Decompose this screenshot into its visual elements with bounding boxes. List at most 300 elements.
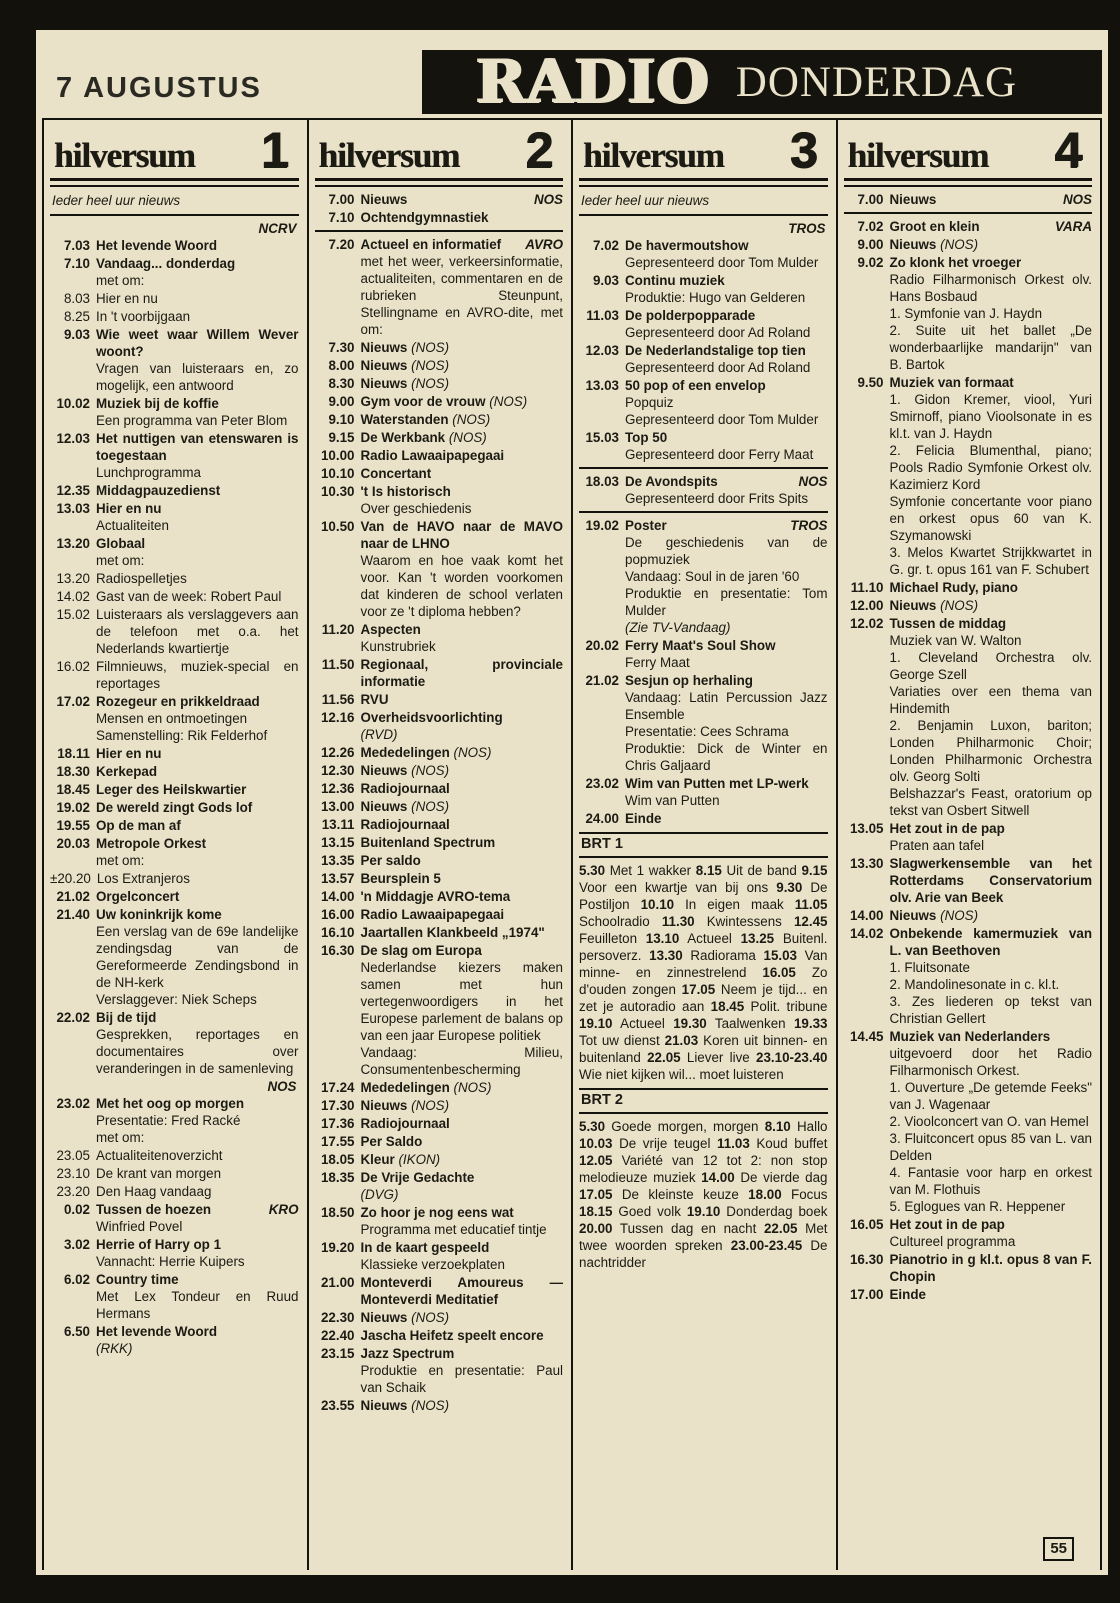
program-detail: Praten aan tafel (889, 838, 985, 853)
program-entry (315, 1397, 564, 1414)
program-time: 8.10 (764, 1119, 791, 1134)
program-body (625, 775, 828, 809)
program-time: 12.35 (56, 483, 90, 498)
program-time: 23.00-23.45 (730, 1238, 803, 1253)
program-detail: 3. Zes liederen op tekst van Christian Gellert (889, 994, 1092, 1026)
program-time: 16.30 (849, 1252, 884, 1267)
program-title: De wereld zingt Gods lof (96, 800, 253, 815)
program-title: Nieuws (360, 763, 408, 778)
program-time: 17.36 (320, 1116, 355, 1131)
program-network-suffix: (NOS) (449, 745, 492, 760)
program-time: 9.50 (857, 375, 884, 390)
program-title: Onbekende kamermuziek van L. van Beethoven (889, 926, 1092, 958)
program-body (361, 1345, 564, 1396)
program-detail: Gepresenteerd door Ad Roland (625, 325, 811, 340)
program-entry (579, 517, 828, 636)
program-entry (315, 621, 564, 655)
program-title: Radiojournaal (360, 1116, 450, 1131)
program-title: Jazz Spectrum (360, 1346, 455, 1361)
program-entry (844, 254, 1093, 373)
program-entry (844, 1028, 1093, 1215)
program-network-suffix: (NOS) (936, 908, 979, 923)
program-entry (315, 447, 564, 464)
program-title: Globaal (96, 536, 146, 551)
program-time: 13.03 (585, 378, 619, 393)
station-number: 3 (789, 122, 818, 178)
program-detail: Gepresenteerd door Tom Mulder (625, 412, 819, 427)
program-entry (50, 781, 299, 798)
program-detail: Belshazzar's Feast, oratorium op tekst van Osbert Sitwell (889, 786, 1092, 818)
program-time: 18.50 (320, 1205, 355, 1220)
program-time: ±20.20 (50, 871, 91, 886)
program-entry (315, 339, 564, 356)
program-title: Actueel en informatief (360, 237, 502, 252)
program-body (625, 473, 828, 507)
program-time: 3.02 (63, 1237, 90, 1252)
program-body (625, 342, 828, 376)
program-title: Nieuws (360, 376, 408, 391)
program-body (361, 691, 564, 708)
program-entry (315, 924, 564, 941)
program-title: Nieuws (360, 1398, 408, 1413)
program-title: De Werkbank (360, 430, 446, 445)
program-time: 19.55 (56, 818, 90, 833)
broadcaster-tag: TROS (790, 518, 828, 533)
program-time: 14.00 (701, 1170, 735, 1185)
program-time: 14.00 (849, 908, 884, 923)
program-detail: Klassieke verzoekplaten (360, 1257, 505, 1272)
program-entry (315, 888, 564, 905)
program-title: Einde (625, 811, 662, 826)
program-body (361, 709, 564, 743)
program-time: 15.03 (763, 948, 798, 963)
program-entry (50, 326, 299, 394)
program-body (96, 835, 299, 869)
program-time: 6.02 (63, 1272, 90, 1287)
station-number: 2 (525, 122, 553, 178)
program-time: 18.05 (320, 1152, 355, 1167)
program-entry (50, 430, 299, 481)
program-detail: (RVD) (360, 727, 398, 742)
program-detail: Gepresenteerd door Ad Roland (625, 360, 811, 375)
program-body (625, 307, 828, 341)
program-title: Luisteraars als verslaggevers aan de telefoon met o.a. het Nederlands kwartiertje (96, 607, 299, 656)
program-detail: Kunstrubriek (360, 639, 436, 654)
program-time: 14.45 (849, 1029, 884, 1044)
program-detail: 2. Benjamin Luxon, bariton; Londen Philharmonic Choir; Londen Philharmonic Orchestra olv. Georg Solti (889, 718, 1092, 784)
program-time: 13.35 (320, 853, 355, 868)
program-title: Kleur (360, 1152, 395, 1167)
program-title: Muziek van formaat (889, 375, 1014, 390)
program-title: Regionaal, provinciale informatie (360, 657, 563, 689)
program-body (361, 798, 564, 815)
program-body (96, 1147, 299, 1164)
program-body (361, 1151, 564, 1168)
program-entry (315, 1345, 564, 1396)
program-title: Beursplein 5 (360, 871, 441, 886)
program-body (361, 744, 564, 761)
program-time: 10.50 (320, 519, 355, 534)
station-number: 1 (260, 122, 289, 178)
program-title: Van de HAVO naar de MAVO naar de LHNO (360, 519, 563, 551)
program-entry (844, 218, 1093, 235)
program-detail: Cultureel programma (889, 1234, 1016, 1249)
program-entry (315, 1097, 564, 1114)
program-time: 5.30 (579, 1119, 606, 1134)
program-body (890, 1028, 1093, 1215)
program-entry (50, 1201, 299, 1235)
broadcaster-tag: NOS (798, 474, 828, 489)
program-detail: Gesprekken, reportages en documentaires over veranderingen in de samenleving (96, 1027, 299, 1076)
program-entry (579, 307, 828, 341)
program-time: 13.03 (56, 501, 90, 516)
program-time: 23.55 (320, 1398, 355, 1413)
program-body (890, 615, 1093, 819)
program-title: De polderpopparade (625, 308, 756, 323)
program-body (890, 1286, 1093, 1303)
program-time: 13.30 (849, 856, 884, 871)
program-entry (579, 473, 828, 507)
program-body (96, 1323, 299, 1357)
program-title: Muziek van Nederlanders (889, 1029, 1051, 1044)
program-time: 13.20 (56, 536, 90, 551)
program-title: Kerkepad (96, 764, 158, 779)
program-title: Radio Lawaaipapegaai (360, 448, 505, 463)
program-body (361, 1397, 564, 1414)
program-body (890, 1216, 1093, 1250)
program-entry (50, 237, 299, 254)
program-time: 19.33 (793, 1016, 828, 1031)
header-double-rule (315, 178, 564, 187)
program-time: 21.00 (320, 1275, 355, 1290)
program-body (361, 339, 564, 356)
program-title: Einde (889, 1287, 926, 1302)
program-time: 22.30 (320, 1310, 355, 1325)
program-title: Zo hoor je nog eens wat (360, 1205, 514, 1220)
program-time: 11.30 (661, 914, 695, 929)
program-time: 18.00 (748, 1187, 782, 1202)
program-detail: 1. Fluitsonate (889, 960, 970, 975)
day-label: DONDERDAG (735, 58, 1018, 106)
program-title: De Nederlandstalige top tien (625, 343, 806, 358)
program-body (361, 1169, 564, 1203)
program-time: 13.25 (740, 931, 775, 946)
program-entry (315, 1204, 564, 1238)
program-time: 11.50 (321, 657, 355, 672)
program-time: 10.03 (579, 1136, 613, 1151)
channel-column-hilversum-1 (42, 120, 307, 1570)
network-label: TROS (788, 221, 826, 236)
program-time: 9.15 (801, 863, 828, 878)
program-title: Metropole Orkest (96, 836, 207, 851)
program-body (96, 799, 299, 816)
program-time: 21.02 (585, 673, 619, 688)
program-time: 9.00 (328, 394, 355, 409)
program-entry (844, 855, 1093, 906)
program-detail: 5. Eglogues van R. Heppener (889, 1199, 1066, 1214)
header-double-rule (50, 178, 299, 187)
program-body (361, 942, 564, 1078)
program-network-suffix: (NOS) (407, 376, 450, 391)
program-detail: 2. Mandolinesonate in c. kl.t. (889, 977, 1060, 992)
program-title: Ferry Maat's Soul Show (625, 638, 776, 653)
program-entry (50, 606, 299, 657)
program-time: 9.02 (857, 255, 884, 270)
program-entry (315, 691, 564, 708)
program-time: 22.05 (763, 1221, 798, 1236)
program-body (625, 517, 828, 636)
program-body (361, 852, 564, 869)
program-time: 9.10 (328, 412, 355, 427)
program-network-suffix: (NOS) (485, 394, 528, 409)
program-entry (579, 429, 828, 463)
page-header (42, 47, 1102, 117)
program-entry (50, 1147, 299, 1164)
program-title: Uw koninkrijk kome (96, 907, 222, 922)
program-time: 13.15 (320, 835, 355, 850)
program-title: De Avondspits (625, 474, 718, 489)
program-entry (50, 1271, 299, 1322)
hourly-news-note: Ieder heel uur nieuws (52, 193, 181, 208)
program-entry (315, 191, 564, 208)
program-time: 11.10 (850, 580, 884, 595)
program-detail: met om: (96, 1130, 145, 1145)
divider-rule (579, 511, 828, 513)
program-detail: Actualiteiten (96, 518, 169, 533)
divider-rule (50, 214, 299, 216)
program-body (96, 326, 299, 394)
program-body (625, 810, 828, 827)
program-title: Het nuttigen van etenswaren is toegestaan (96, 431, 299, 463)
program-time: 17.55 (320, 1134, 355, 1149)
program-title: Wie weet waar Willem Wever woont? (96, 327, 299, 359)
program-time: 7.00 (857, 192, 884, 207)
program-entry (579, 775, 828, 809)
program-entry (579, 810, 828, 827)
program-entry (50, 835, 299, 869)
channel-header (315, 122, 564, 178)
program-entry (50, 535, 299, 569)
program-time: 19.20 (320, 1240, 355, 1255)
program-entry (315, 816, 564, 833)
program-entry (315, 1169, 564, 1203)
program-entry (315, 942, 564, 1078)
date-label: 7 AUGUSTUS (56, 72, 262, 104)
program-network-suffix: (NOS) (407, 1098, 450, 1113)
program-network-suffix: (NOS) (407, 1398, 450, 1413)
program-time: 13.11 (321, 817, 355, 832)
program-title: De havermoutshow (625, 238, 749, 253)
program-title: Het levende Woord (96, 238, 218, 253)
program-network-suffix: (NOS) (407, 358, 450, 373)
program-body (361, 1327, 564, 1344)
program-entry (844, 1286, 1093, 1303)
program-body (361, 447, 564, 464)
program-detail: Verslaggever: Niek Scheps (96, 992, 257, 1007)
program-title: Muziek bij de koffie (96, 396, 219, 411)
program-body (96, 500, 299, 534)
program-entry (844, 925, 1093, 1027)
program-detail: Muziek van W. Walton (889, 633, 1022, 648)
program-body (361, 1274, 564, 1308)
program-time: 18.30 (56, 764, 90, 779)
program-body (890, 191, 1093, 208)
program-detail: Symfonie concertante voor piano en orkest opus 60 van K. Szymanowski (889, 494, 1092, 543)
program-time: 7.03 (63, 238, 90, 253)
program-time: 11.03 (586, 308, 619, 323)
program-time: 12.30 (320, 763, 355, 778)
program-time: 14.02 (56, 589, 90, 604)
program-entry (315, 1309, 564, 1326)
program-entry (844, 579, 1093, 596)
program-title: Middagpauzedienst (96, 483, 221, 498)
program-time: 9.03 (592, 273, 619, 288)
program-entry (50, 570, 299, 587)
program-title: Mededelingen (360, 1080, 450, 1095)
program-detail: Gepresenteerd door Tom Mulder (625, 255, 819, 270)
program-flow: 5.30 Met 1 wakker 8.15 Uit de band 9.15 Voor een kwartje van bij ons 9.30 De Postiljon 10.10 In eigen maak 11.05 Schoolradio 11.30 Kwintessens 12.45 Feuilleton 13.10 Actueel 13.25 Buitenl. persoverz. 13.30 Radiorama 15.03 Van minne- en zinnestrelend 16.05 Zo d'ouden zongen 17.05 Neem je tijd... en zet je autoradio aan 18.45 Polit. tribune 19.10 Actueel 19.30 Taalwenken 19.33 Tot uw dienst 21.03 Koren uit binnen- en buitenland 22.05 Liever live 23.10-23.40 Wie niet kijken wil... moet luisteren (579, 863, 828, 1082)
program-body (96, 1236, 299, 1270)
program-title: RVU (360, 692, 389, 707)
program-body (361, 1133, 564, 1150)
program-time: 5.30 (579, 863, 606, 878)
program-time: 17.30 (320, 1098, 355, 1113)
program-body (625, 637, 828, 671)
program-time: 7.30 (328, 340, 355, 355)
program-body (361, 1079, 564, 1096)
program-entry (50, 745, 299, 762)
program-title: Nieuws (889, 908, 937, 923)
program-time: 11.03 (717, 1136, 750, 1151)
program-entry (50, 906, 299, 1008)
program-time: 9.03 (63, 327, 90, 342)
program-time: 19.10 (686, 1204, 721, 1219)
program-body (361, 834, 564, 851)
program-time: 7.20 (328, 237, 355, 252)
program-detail: met om: (96, 853, 145, 868)
channel-header (579, 122, 828, 178)
program-time: 21.02 (56, 889, 90, 904)
header-double-rule (844, 178, 1093, 187)
program-body (361, 411, 564, 428)
program-body (361, 1097, 564, 1114)
program-entry (315, 357, 564, 374)
program-body (96, 1165, 299, 1182)
program-detail: 2. Suite uit het ballet „De wonderbaarlijke mandarijn" van B. Bartok (889, 323, 1092, 372)
program-body (96, 817, 299, 834)
program-time: 13.10 (645, 931, 680, 946)
channel-column-hilversum-2 (307, 120, 572, 1570)
network-label: NOS (267, 1079, 297, 1094)
program-body (96, 781, 299, 798)
program-title: Mededelingen (360, 745, 450, 760)
program-time: 12.36 (320, 781, 355, 796)
program-entry (50, 255, 299, 289)
program-entry (315, 1274, 564, 1308)
channel-header (844, 122, 1093, 178)
program-time: 16.05 (762, 965, 796, 980)
program-detail: met het weer, verkeersinformatie, actualiteiten, commentaren en de rubrieken Steunpunt, Stellingname en AVRO-dite, met om: (360, 254, 563, 337)
program-body (96, 535, 299, 569)
program-detail: 3. Melos Kwartet Strijkkwartet in G. gr. t. opus 161 van F. Schubert (889, 545, 1092, 577)
program-body (890, 925, 1093, 1027)
program-time: 12.03 (585, 343, 619, 358)
program-body (625, 377, 828, 428)
program-body (97, 870, 299, 887)
program-entry (315, 1151, 564, 1168)
program-detail: Vandaag: Latin Percussion Jazz Ensemble (625, 690, 828, 722)
program-body (361, 357, 564, 374)
program-network-suffix: (NOS) (936, 598, 979, 613)
program-time: 17.24 (320, 1080, 355, 1095)
program-detail: Produktie en presentatie: Paul van Schaik (360, 1363, 563, 1395)
program-body (890, 579, 1093, 596)
program-title: Jaartallen Klankbeeld „1974" (360, 925, 545, 940)
program-title: Gast van de week: Robert Paul (96, 589, 282, 604)
program-body (96, 255, 299, 289)
program-entry (315, 834, 564, 851)
program-title: Het zout in de pap (889, 1217, 1005, 1232)
radio-title: RADIO (476, 47, 710, 117)
program-time: 9.30 (776, 880, 803, 895)
program-time: 10.10 (640, 897, 675, 912)
program-entry (315, 744, 564, 761)
program-body (890, 1251, 1093, 1285)
program-detail: Winfried Povel (96, 1219, 183, 1234)
program-time: 17.02 (56, 694, 90, 709)
program-title: Continu muziek (625, 273, 725, 288)
program-time: 8.00 (328, 358, 355, 373)
program-detail: Variaties over een thema van Hindemith (889, 684, 1092, 716)
program-entry (315, 852, 564, 869)
program-time: 20.00 (579, 1221, 613, 1236)
program-title: Vandaag... donderdag (96, 256, 236, 271)
program-time: 12.05 (579, 1153, 613, 1168)
program-detail: Over geschiedenis (360, 501, 472, 516)
program-entry (844, 615, 1093, 819)
program-detail: Produktie: Hugo van Gelderen (625, 290, 806, 305)
program-body (361, 429, 564, 446)
program-entry (50, 817, 299, 834)
program-title: De slag om Europa (360, 943, 482, 958)
program-body (96, 658, 299, 692)
program-time: 13.20 (56, 571, 90, 586)
program-time: 7.10 (328, 210, 355, 225)
program-detail: Wim van Putten (625, 793, 720, 808)
program-time: 19.10 (579, 1016, 613, 1031)
program-title: Michael Rudy, piano (889, 580, 1018, 595)
program-detail: 2. Vioolconcert van O. van Hemel (889, 1114, 1089, 1129)
program-body (890, 374, 1093, 578)
program-body (361, 1239, 564, 1273)
program-time: 0.02 (63, 1202, 90, 1217)
program-title: Radiospelletjes (96, 571, 187, 586)
program-detail: Een verslag van de 69e landelijke zendingsdag van de Gereformeerde Zendingsbond in de NH-kerk (96, 924, 299, 990)
program-title: Per Saldo (360, 1134, 423, 1149)
program-time: 9.15 (328, 430, 355, 445)
program-title: Los Extranjeros (96, 871, 190, 886)
program-detail: uitgevoerd door het Radio Filharmonisch Orkest. (889, 1046, 1092, 1078)
program-title: Per saldo (360, 853, 421, 868)
program-body (361, 518, 564, 620)
program-title: Het zout in de pap (889, 821, 1005, 836)
program-entry (50, 395, 299, 429)
network-label: NCRV (258, 221, 297, 236)
program-time: 23.05 (56, 1148, 90, 1163)
program-title: Slagwerkensemble van het Rotterdams Conservatorium olv. Arie van Beek (889, 856, 1092, 905)
program-detail: Vandaag: Soul in de jaren '60 (625, 569, 800, 584)
program-title: Nieuws (889, 598, 937, 613)
